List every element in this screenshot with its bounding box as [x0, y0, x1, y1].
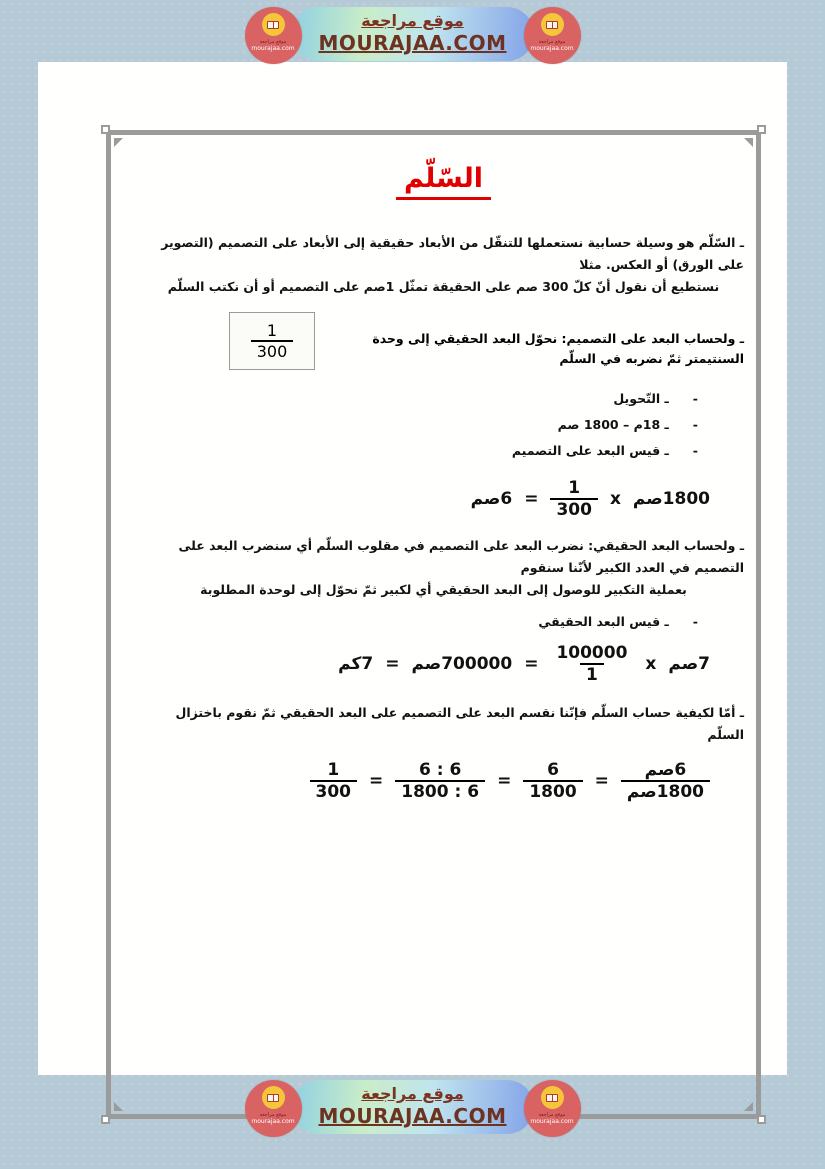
equation-result: 7كم: [338, 654, 374, 675]
site-domain-link[interactable]: MOURAJAA.COM: [318, 31, 507, 55]
fraction-denominator: 300: [251, 340, 294, 361]
list-item: [143, 386, 744, 412]
equation-fraction: [310, 760, 358, 803]
equals-sign: =: [497, 771, 512, 792]
real-method-line-2: بعملية التكبير للوصول إلى البعد الحقيقي أي لكبير ثمّ نحوّل إلى لوحدة المطلوبة: [200, 581, 687, 597]
badge-site-domain: mourajaa.com: [251, 1118, 295, 1125]
equation-design-dimension: [471, 478, 710, 521]
site-logo-badge-left: [245, 1080, 302, 1137]
footer-banner: [0, 1080, 825, 1137]
equation-term: 1800صم: [632, 489, 710, 510]
site-title-arabic[interactable]: موقع مراجعة: [361, 11, 464, 30]
fraction-denominator: 1800صم: [621, 780, 710, 802]
list-item-text: ـ قيس البعد على التصميم: [511, 443, 669, 459]
header-banner: [0, 7, 825, 64]
multiply-operator: x: [645, 654, 657, 675]
site-logo-badge-right: [524, 1080, 581, 1137]
multiply-operator: x: [609, 489, 621, 510]
bullet-marker: -: [692, 613, 698, 629]
list-item-text: ـ التّحويل: [613, 391, 669, 407]
document-paper: [38, 62, 787, 1075]
badge-site-domain: mourajaa.com: [251, 45, 295, 52]
intro-paragraph: [143, 232, 744, 298]
page-title: السّلّم: [396, 161, 491, 200]
equation-fraction: [550, 478, 598, 521]
equation-real-dimension: [338, 643, 710, 686]
fraction-denominator: 1: [580, 663, 604, 685]
badge-site-name: موقع مراجعة: [259, 1112, 287, 1118]
site-link-pill[interactable]: [292, 1080, 534, 1134]
equation-result: 6صم: [470, 489, 513, 510]
design-method-text: ـ ولحساب البعد على التصميم: نحوّل البعد الحقيقي إلى وحدة السنتيمتر ثمّ نضربه في السلّم: [372, 331, 744, 367]
book-icon: [267, 1094, 279, 1102]
site-domain-link[interactable]: MOURAJAA.COM: [318, 1104, 507, 1128]
scale-fraction: [251, 321, 294, 361]
real-method-paragraph: [143, 535, 744, 601]
equals-sign: =: [594, 771, 609, 792]
equals-sign: =: [524, 489, 539, 510]
site-title-arabic[interactable]: موقع مراجعة: [361, 1084, 464, 1103]
fraction-numerator: 1: [266, 320, 278, 340]
badge-yellow-circle: [262, 1086, 285, 1109]
fraction-numerator: 6: [547, 759, 559, 780]
scale-fraction-box: [229, 312, 315, 370]
badge-yellow-circle: [262, 13, 285, 36]
badge-site-name: موقع مراجعة: [259, 39, 287, 45]
book-icon: [267, 21, 279, 29]
fraction-denominator: 6 : 1800: [395, 780, 485, 802]
scale-method-line: ـ أمّا لكيفية حساب السلّم فإنّنا نقسم البعد على التصميم على البعد الحقيقي ثمّ نقوم باختزال السلّم: [175, 704, 744, 742]
fraction-numerator: 1: [568, 478, 581, 499]
bullet-marker: -: [692, 443, 698, 459]
bullet-marker: -: [692, 417, 698, 433]
equals-sign: =: [369, 771, 384, 792]
equation-scale-reduction: [310, 760, 710, 803]
equation-term: 700000صم: [411, 654, 513, 675]
intro-line-2: نستطيع أن نقول أنّ كلّ 300 صم على الحقيقة تمثّل 1صم على التصميم أو أن نكتب السلّم: [167, 279, 720, 295]
badge-yellow-circle: [541, 13, 564, 36]
site-link-pill[interactable]: [292, 7, 534, 61]
badge-site-domain: mourajaa.com: [530, 1118, 574, 1125]
badge-site-name: موقع مراجعة: [538, 39, 566, 45]
badge-yellow-circle: [541, 1086, 564, 1109]
equals-sign: =: [385, 654, 400, 675]
equation-fraction: [550, 643, 633, 686]
equation-fraction: [395, 760, 485, 803]
frame-corner-square: [101, 125, 110, 134]
title-block: [143, 161, 744, 200]
document-content: [111, 135, 756, 1114]
list-item-text: ـ قيس البعد الحقيقي: [538, 613, 669, 629]
fraction-numerator: 1: [327, 759, 340, 780]
badge-site-domain: mourajaa.com: [530, 45, 574, 52]
fraction-denominator: 300: [310, 780, 358, 802]
list-item-text: ـ 18م – 1800 صم: [557, 417, 669, 433]
site-logo-badge-left: [245, 7, 302, 64]
equation-fraction: [621, 760, 710, 803]
fraction-denominator: 1800: [523, 780, 582, 802]
real-method-line-1: ـ ولحساب البعد الحقيقي: نضرب البعد على التصميم في مقلوب السلّم أي سنضرب البعد على التصميم في العدد الكبير لأنّنا سنقوم: [178, 537, 744, 575]
bullet-marker: -: [692, 391, 698, 407]
design-steps-list: [143, 386, 744, 464]
page-border-frame: [106, 130, 761, 1119]
equals-sign: =: [524, 654, 539, 675]
site-logo-badge-right: [524, 7, 581, 64]
scale-definition-row: [143, 312, 744, 370]
list-item: [143, 412, 744, 438]
fraction-numerator: 6 : 6: [419, 759, 462, 780]
frame-corner-square: [757, 125, 766, 134]
list-item: [143, 609, 744, 635]
book-icon: [546, 21, 558, 29]
intro-line-1: ـ السّلّم هو وسيلة حسابية نستعملها للتنقّل من الأبعاد حقيقية إلى الأبعاد على التصميم (التصوير على الورق) أو العكس. مثلا: [161, 235, 744, 273]
equation-fraction: [523, 760, 582, 803]
scale-method-paragraph: [143, 702, 744, 746]
fraction-numerator: 6صم: [644, 759, 687, 780]
badge-site-name: موقع مراجعة: [538, 1112, 566, 1118]
equation-term: 7صم: [668, 654, 710, 675]
list-item: [143, 438, 744, 464]
fraction-denominator: 300: [550, 498, 598, 520]
fraction-numerator: 100000: [556, 642, 628, 663]
book-icon: [546, 1094, 558, 1102]
